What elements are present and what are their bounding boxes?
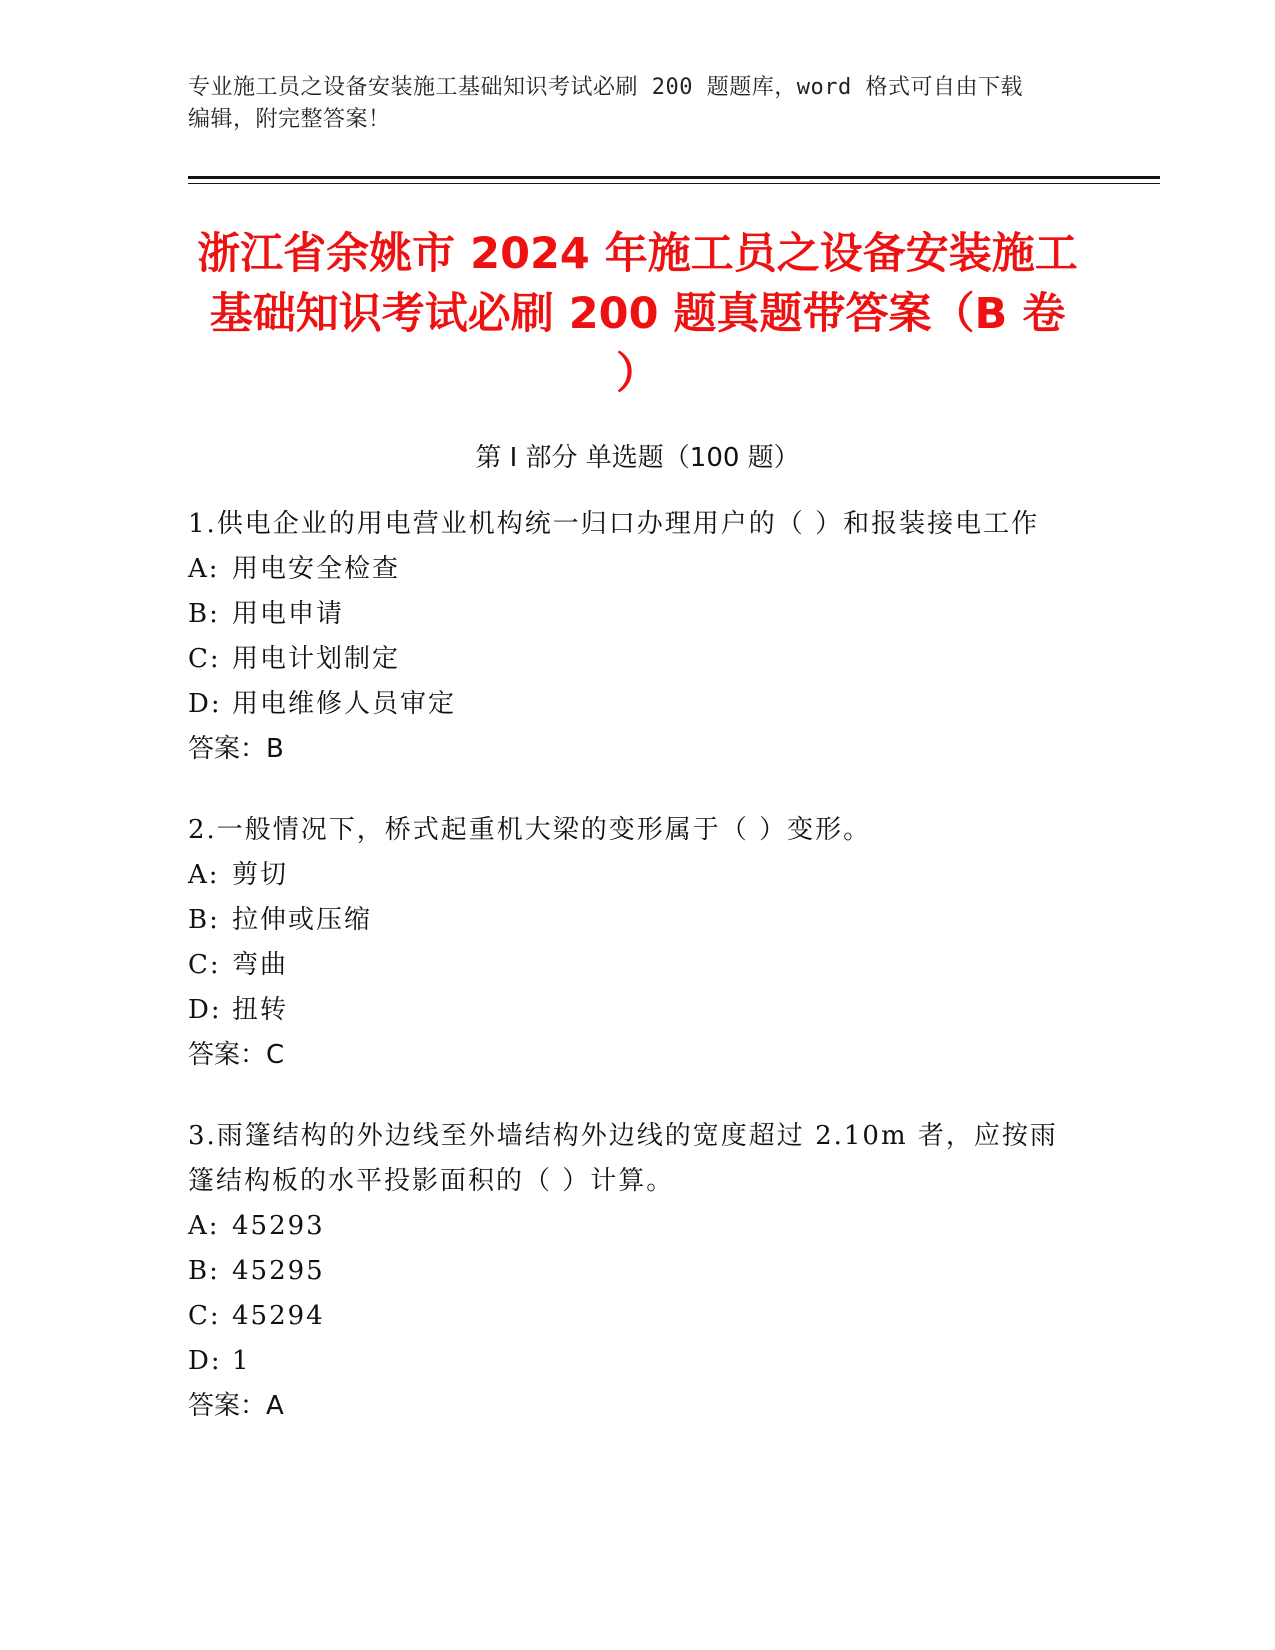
option-key: D: <box>188 689 222 719</box>
option-key: C: <box>188 644 221 674</box>
question-stem: 1.供电企业的用电营业机构统一归口办理用户的（ ）和报装接电工作 <box>188 509 1040 539</box>
option-text: 剪切 <box>232 860 289 890</box>
header-note-line-2: 编辑，附完整答案！ <box>188 107 391 132</box>
option-text: 拉伸或压缩 <box>232 905 373 935</box>
document-title-line-3: ） <box>616 349 659 399</box>
option-a <box>188 547 1088 592</box>
option-d <box>188 1339 1088 1384</box>
option-key: A: <box>188 860 220 890</box>
answer-line: 答案：B <box>188 734 284 764</box>
option-key: D: <box>188 995 222 1025</box>
document-title-line-2: 基础知识考试必刷 200 题真题带答案（B 卷 <box>209 289 1066 339</box>
option-text: 用电申请 <box>232 599 345 629</box>
option-key: A: <box>188 1211 220 1241</box>
section-heading: 第 I 部分 单选题（100 题） <box>475 443 800 473</box>
question-stem-line-1: 3.雨篷结构的外边线至外墙结构外边线的宽度超过 2.10m 者，应按雨 <box>188 1121 1058 1151</box>
option-text: 弯曲 <box>232 950 289 980</box>
document-title-line-1: 浙江省余姚市 2024 年施工员之设备安装施工 <box>197 229 1078 279</box>
option-key: A: <box>188 554 220 584</box>
option-key: C: <box>188 950 221 980</box>
option-text: 用电安全检查 <box>232 554 401 584</box>
option-key: C: <box>188 1301 221 1331</box>
header-note-line-1: 专业施工员之设备安装施工基础知识考试必刷 200 题题库，word 格式可自由下载 <box>188 75 1023 100</box>
option-c <box>188 943 1088 988</box>
question-stem-line-2: 篷结构板的水平投影面积的（ ）计算。 <box>188 1166 675 1196</box>
header-divider-thick <box>188 176 1160 179</box>
option-key: B: <box>188 599 220 629</box>
answer-line: 答案：A <box>188 1391 284 1421</box>
option-text: 1 <box>232 1346 251 1376</box>
option-c <box>188 1294 1088 1339</box>
option-b <box>188 592 1088 637</box>
option-text: 45294 <box>232 1301 325 1331</box>
header-divider-thin <box>188 183 1160 184</box>
option-a <box>188 853 1088 898</box>
option-b <box>188 1249 1088 1294</box>
document-title <box>180 224 1095 404</box>
option-text: 用电计划制定 <box>232 644 401 674</box>
option-a <box>188 1204 1088 1249</box>
option-c <box>188 637 1088 682</box>
option-text: 用电维修人员审定 <box>232 689 457 719</box>
header-note <box>188 72 1088 136</box>
option-d <box>188 682 1088 727</box>
answer-line: 答案：C <box>188 1040 285 1070</box>
option-text: 45293 <box>232 1211 325 1241</box>
option-key: B: <box>188 1256 220 1286</box>
option-b <box>188 898 1088 943</box>
question-2 <box>188 808 1088 1078</box>
option-text: 扭转 <box>232 995 289 1025</box>
question-1 <box>188 502 1088 772</box>
option-key: B: <box>188 905 220 935</box>
option-text: 45295 <box>232 1256 325 1286</box>
option-d <box>188 988 1088 1033</box>
question-3 <box>188 1114 1088 1429</box>
question-stem: 2.一般情况下，桥式起重机大梁的变形属于（ ）变形。 <box>188 815 872 845</box>
option-key: D: <box>188 1346 222 1376</box>
